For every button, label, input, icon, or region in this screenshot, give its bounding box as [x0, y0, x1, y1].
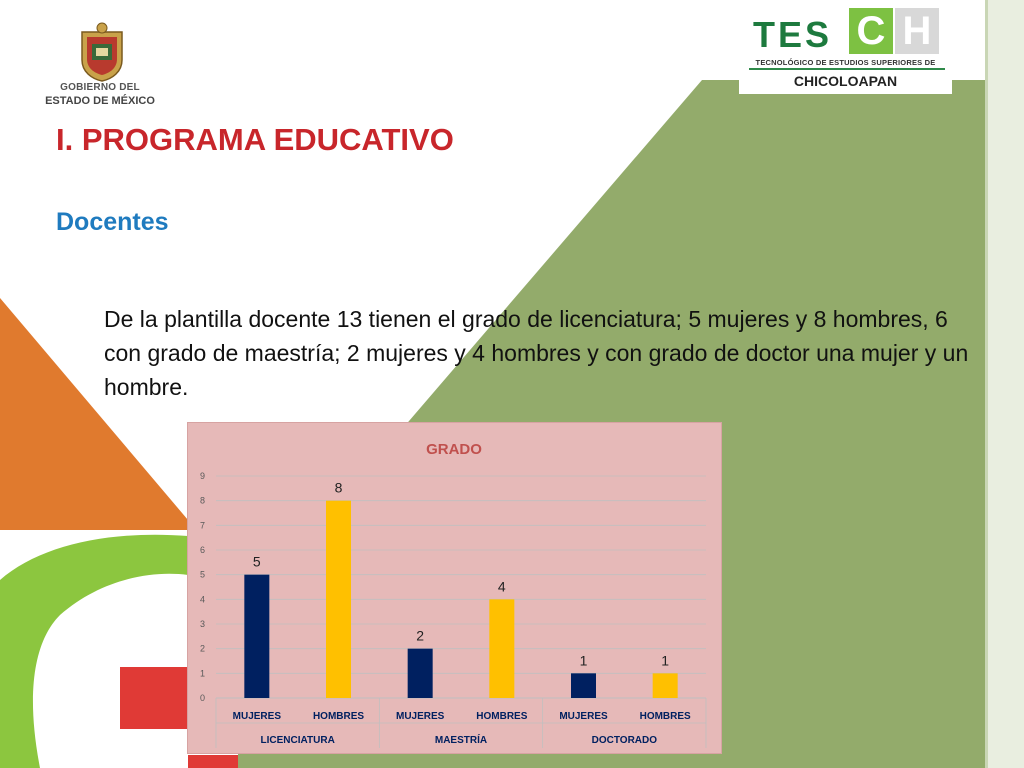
slide-paragraph: De la plantilla docente 13 tienen el grado de licenciatura; 5 mujeres y 8 hombres, 6 con grado de maestría; 2 mujeres y 4 hombres y con grado de doctor una mujer y un hombre. — [104, 306, 969, 400]
y-tick-label: 1 — [199, 668, 205, 679]
y-tick-label: 3 — [199, 619, 205, 629]
slide-title: I. PROGRAMA EDUCATIVO — [56, 122, 454, 157]
bar-hombres — [326, 501, 351, 698]
bar-mujeres — [408, 649, 433, 698]
x-tick-label: MUJERES — [232, 711, 282, 722]
y-tick-label: 0 — [199, 693, 205, 703]
grado-chart — [187, 422, 722, 754]
coat-of-arms-icon — [74, 22, 130, 82]
y-tick-label: 8 — [199, 495, 205, 506]
data-label: 1 — [661, 652, 670, 669]
gov-logo-line2: ESTADO DE MÉXICO — [45, 95, 155, 107]
y-tick-label: 6 — [199, 545, 205, 555]
tesch-logo-mark — [753, 8, 943, 58]
data-label: 4 — [497, 578, 506, 595]
right-edge-stripe — [985, 0, 988, 768]
right-edge-strip — [985, 0, 1024, 768]
y-tick-label: 5 — [199, 569, 205, 580]
x-tick-label: MUJERES — [395, 711, 445, 722]
tesch-logo-c: C — [849, 8, 893, 54]
gov-logo-line1: GOBIERNO DEL — [60, 82, 140, 93]
tesch-logo-h: H — [895, 8, 939, 54]
red-block-shape — [120, 667, 188, 729]
x-tick-label: MUJERES — [559, 711, 608, 722]
slide-subtitle: Docentes — [56, 208, 169, 236]
x-tick-label: HOMBRES — [639, 711, 691, 722]
tesch-logo-divider — [749, 68, 945, 70]
x-group-label: MAESTRÍA — [434, 735, 488, 746]
y-tick-label: 4 — [199, 594, 205, 605]
bar-mujeres — [571, 673, 596, 698]
y-tick-label: 9 — [199, 471, 205, 481]
red-block-shape-bottom — [188, 755, 238, 768]
lime-green-curve-shape — [0, 535, 188, 768]
data-label: 5 — [252, 553, 261, 570]
tesch-logo — [739, 6, 952, 94]
chart-title: GRADO — [426, 441, 482, 458]
tesch-logo-city: CHICOLOAPAN — [793, 73, 898, 89]
x-group-label: LICENCIATURA — [260, 735, 335, 746]
x-group-label: DOCTORADO — [591, 735, 658, 746]
bar-mujeres — [244, 575, 269, 698]
y-tick-label: 2 — [199, 643, 205, 654]
gobierno-estado-mexico-logo — [40, 18, 160, 110]
x-tick-label: HOMBRES — [312, 711, 365, 722]
data-label: 1 — [579, 652, 588, 669]
data-label: 8 — [334, 479, 343, 496]
y-tick-label: 7 — [199, 520, 205, 531]
tesch-logo-subtitle: TECNOLÓGICO DE ESTUDIOS SUPERIORES DE — [755, 58, 936, 67]
grado-chart-svg — [188, 423, 721, 753]
tesch-logo-main: TES — [753, 14, 833, 55]
bar-hombres — [653, 673, 678, 698]
data-label: 2 — [416, 627, 425, 644]
x-tick-label: HOMBRES — [476, 711, 528, 722]
bar-hombres — [489, 599, 514, 698]
